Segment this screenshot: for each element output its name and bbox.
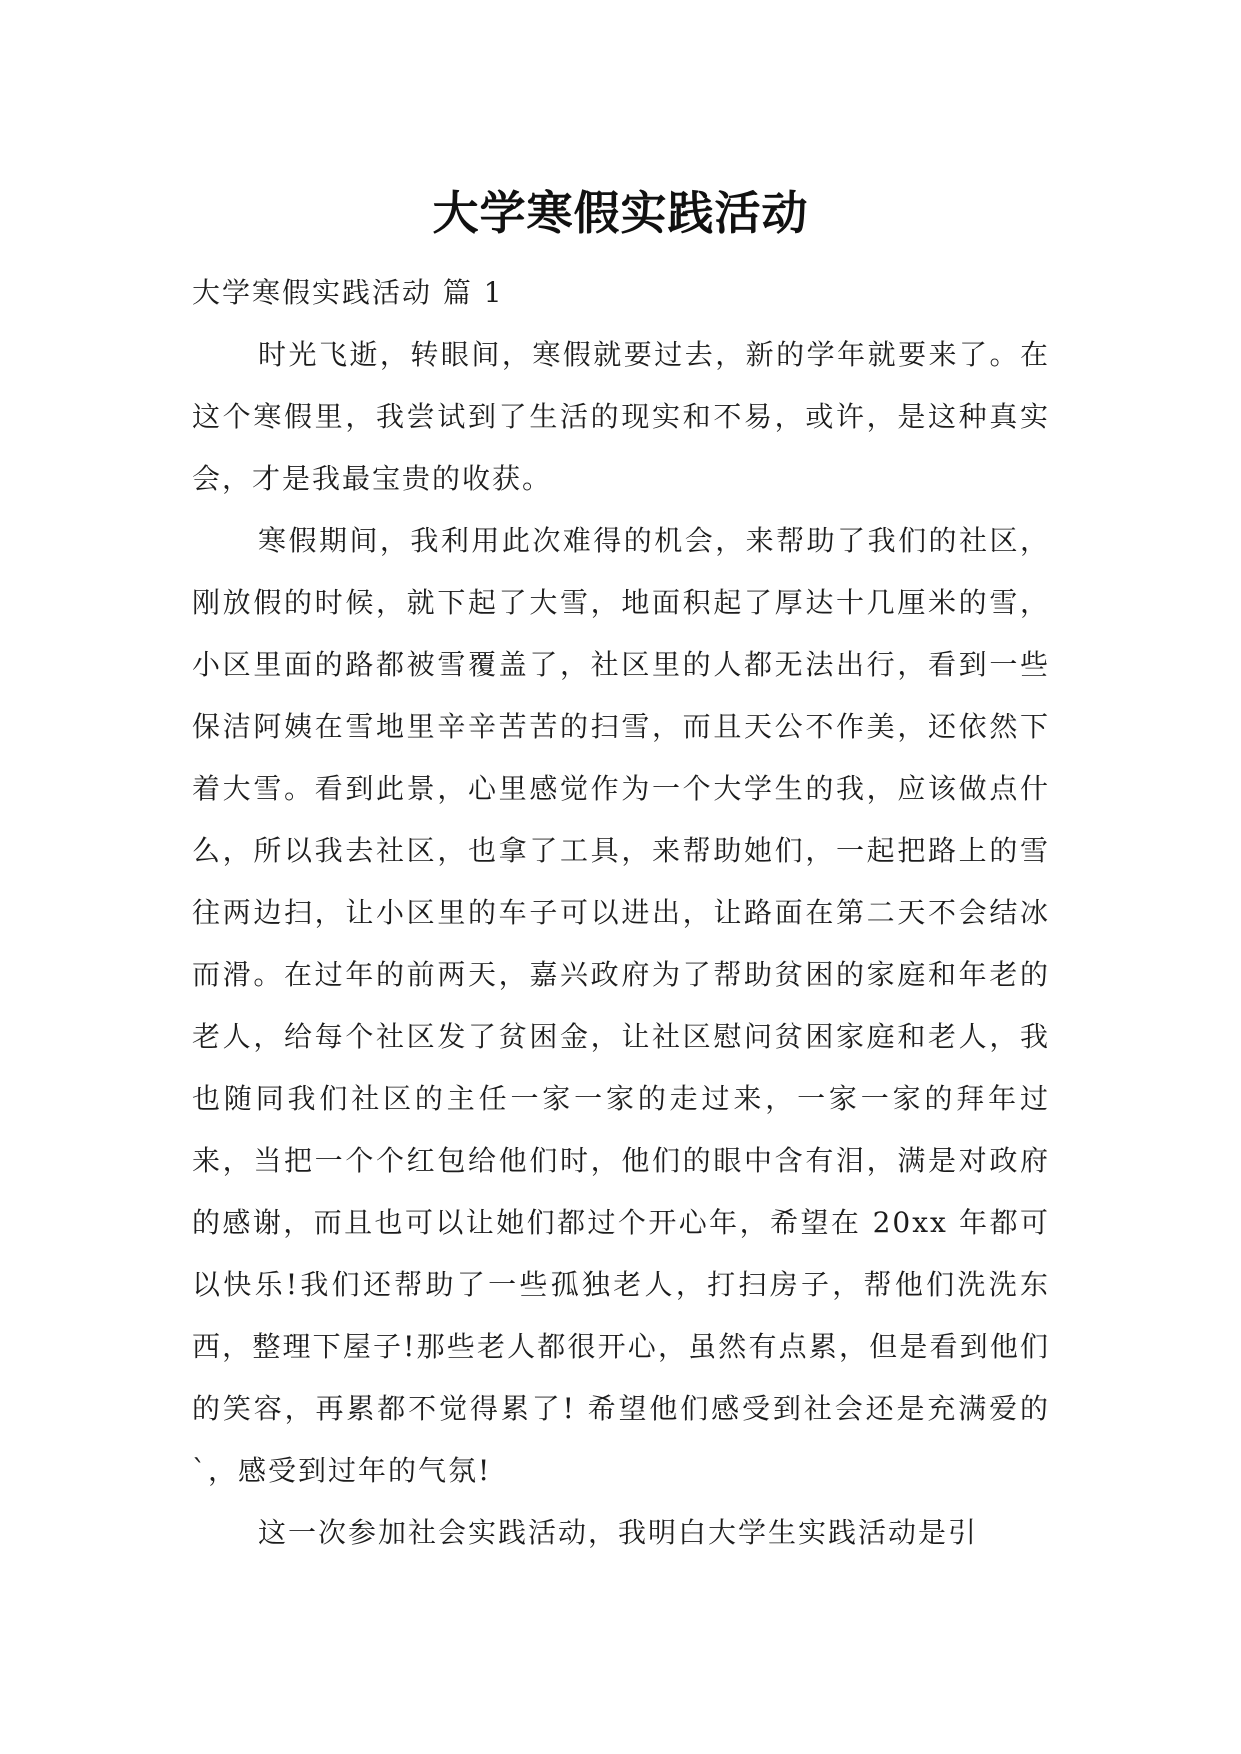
section-heading: 大学寒假实践活动 篇 1 [192,276,504,309]
document-body [192,262,1050,1564]
paragraph-3: 这一次参加社会实践活动，我明白大学生实践活动是引 [258,1516,979,1549]
document-title: 大学寒假实践活动 [432,185,809,240]
paragraph-2: 寒假期间，我利用此次难得的机会，来帮助了我们的社区，刚放假的时候，就下起了大雪，地面积起了厚达十几厘米的雪，小区里面的路都被雪覆盖了，社区里的人都无法出行，看到一些保洁阿姨在雪地里辛辛苦苦的扫雪，而且天公不作美，还依然下着大雪。看到此景，心里感觉作为一个大学生的我，应该做点什么，所以我去社区，也拿了工具，来帮助她们，一起把路上的雪往两边扫，让小区里的车子可以进出，让路面在第二天不会结冰而滑。在过年的前两天，嘉兴政府为了帮助贫困的家庭和年老的老人，给每个社区发了贫困金，让社区慰问贫困家庭和老人，我也随同我们社区的主任一家一家的走过来，一家一家的拜年过来，当把一个个红包给他们时，他们的眼中含有泪，满是对政府的感谢，而且也可以让她们都过个开心年，希望在 20xx 年都可以快乐!我们还帮助了一些孤独老人，打扫房子，帮他们洗洗东西，整理下屋子!那些老人都很开心，虽然有点累，但是看到他们的笑容，再累都不觉得累了! 希望他们感受到社会还是充满爱的`，感受到过年的气氛! [192,524,1050,1487]
paragraph-1: 时光飞逝，转眼间，寒假就要过去，新的学年就要来了。在这个寒假里，我尝试到了生活的现实和不易，或许，是这种真实会，才是我最宝贵的收获。 [192,338,1050,495]
